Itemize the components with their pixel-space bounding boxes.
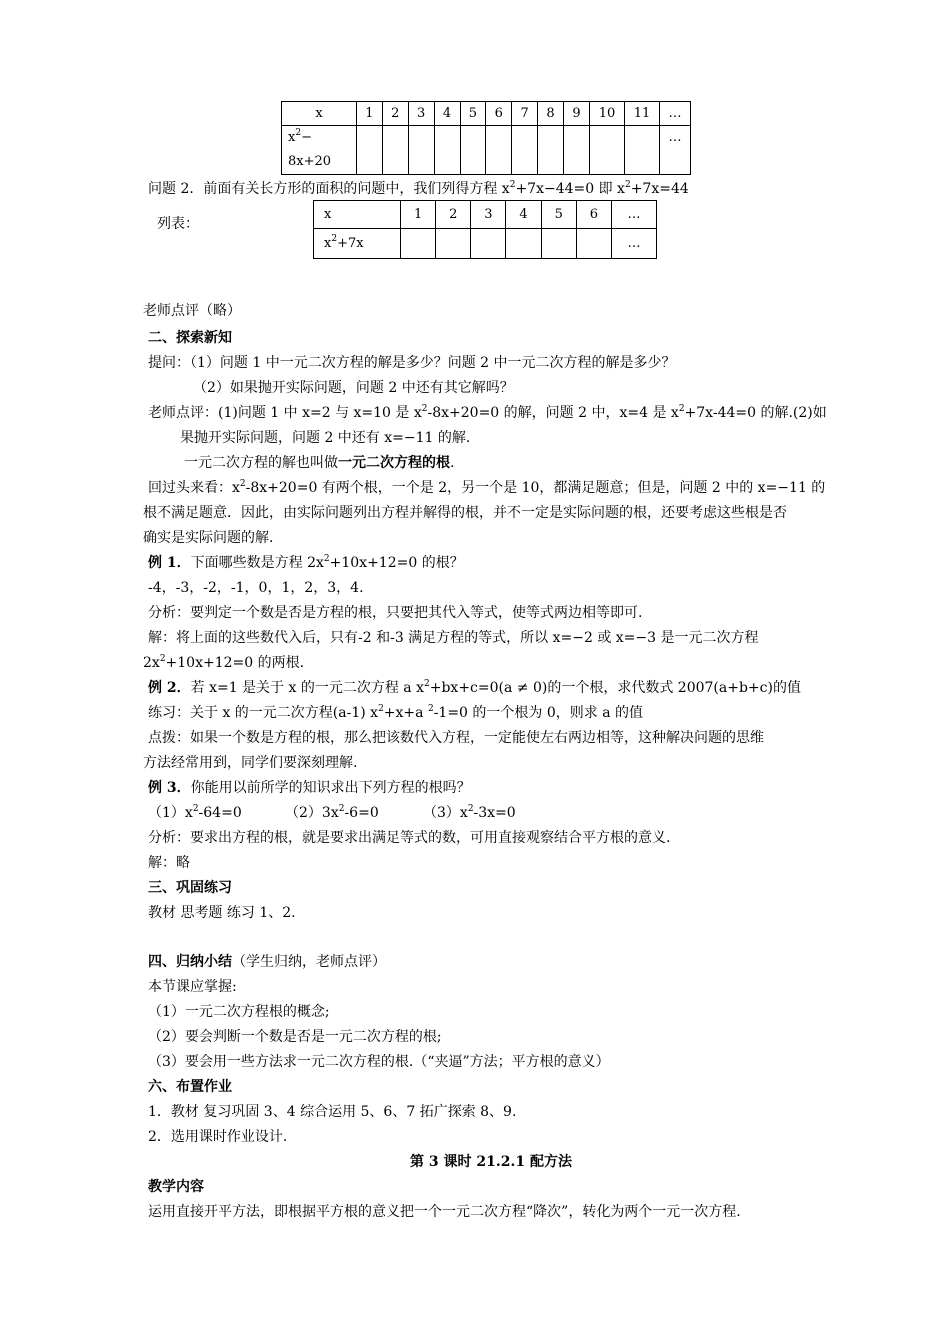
example1-solution1: 解：将上面的这些数代入后，只有-2 和-3 满足方程的等式，所以 x=−2 或 x=−3 是一元二次方程 [148,630,759,646]
example1-question: 例 1．下面哪些数是方程 $2x^2+10x+12=0$ 的根？ [148,554,464,571]
table1-cell: 10 [590,102,625,126]
table2-ellipsis: … [612,229,657,259]
table2-cell: 5 [541,201,576,229]
lesson3-content-text: 运用直接开平方法，即根据平方根的意义把一个一元二次方程“降次”，转化为两个一元一次方程. [148,1204,741,1220]
table1-cell: … [660,102,691,126]
list-label: 列表： [157,216,199,232]
section4-intro: 本节课应掌握: [148,979,237,995]
table2-cell: … [612,201,657,229]
example1-numbers: -4，-3，-2，-1，0，1，2，3，4. [148,580,364,596]
section3-content: 教材 思考题 练习 1、2. [148,905,296,921]
section4-heading: 四、归纳小结 [148,954,232,970]
example3-eq1: $(1)x^2-64=0$ [148,804,242,821]
expr-base: x [288,130,296,145]
example2-label: 例 2． [148,680,191,696]
table2-cell: 2 [436,201,471,229]
example1-label: 例 1． [148,555,191,571]
expr-line2: 8x+20 [288,154,332,169]
example3-eq2: $(2)3x^2-6=0$ [285,804,379,821]
example2-question: 例 2．若 x=1 是关于 x 的一元二次方程 a $x^2+bx+c=0(a \ne 0)$的一个根，求代数式 2007(a+b+c)的值 [148,679,801,696]
table2-header-x: x [314,201,401,229]
section4-item1: （1）一元二次方程根的概念; [148,1004,330,1020]
section6-heading: 六、布置作业 [148,1079,232,1095]
table1-cell: 7 [512,102,538,126]
expr-tail: − [301,130,312,145]
section4-heading-line [148,950,386,974]
table2-cell: 3 [471,201,506,229]
section4-item3: （3）要会用一些方法求一元二次方程的根.（“夹逼”方法；平方根的意义） [148,1054,610,1070]
table-problem2 [313,200,657,259]
comment-line2: 果抛开实际问题，问题 2 中还有 x=−11 的解. [180,430,471,446]
example2-tip1: 点拨：如果一个数是方程的根，那么把该数代入方程，一定能使左右两边相等，这种解决问题的思维 [148,730,764,746]
section6-item1: 1．教材 复习巩固 3、4 综合运用 5、6、7 拓广探索 8、9. [148,1104,517,1120]
question-1: 提问：（1）问题 1 中一元二次方程的解是多少？问题 2 中一元二次方程的解是多少？ [148,355,676,371]
table1-cell: 8 [538,102,564,126]
root-definition: 一元二次方程的解也叫做一元二次方程的根. [184,455,455,471]
example3-label: 例 3． [148,780,191,796]
table1-ellipsis: … [660,126,691,175]
section4-note: （学生归纳，老师点评） [232,954,386,970]
table1-cell: 3 [408,102,434,126]
section3-heading: 三、巩固练习 [148,880,232,896]
table1-header-expr [282,126,357,175]
question-2: （2）如果抛开实际问题，问题 2 中还有其它解吗？ [193,380,514,396]
table2-cell: 6 [576,201,611,229]
example1-solution2: $2x^2+10x+12=0$ 的两根. [143,654,305,671]
expr-sup: 2 [295,128,302,138]
problem2-text: 问题 2．前面有关长方形的面积的问题中，我们列得方程 $x^2+7x-44=0$ 即 $x^2+7x=44$ [148,180,689,197]
example3-analysis: 分析：要求出方程的根，就是要求出满足等式的数，可用直接观察结合平方根的意义. [148,830,671,846]
example3-eq3: $(3)x^2-3x=0$ [423,804,516,821]
root-term: 一元二次方程的根 [338,455,450,471]
look-back-line1: 回过头来看：$x^2-8x+20=0$ 有两个根，一个是 2，另一个是 10，都满足题意；但是，问题 2 中的 x=−11 的 [148,479,826,496]
lesson3-title: 第 3 课时 21.2.1 配方法 [410,1154,572,1170]
table2-cell: 4 [506,201,541,229]
table1-cell: 6 [486,102,512,126]
example3-question: 例 3．你能用以前所学的知识求出下列方程的根吗？ [148,780,471,796]
table2-header-expr: $x^2+7x$ [314,229,401,259]
table1-header-x: x [282,102,357,126]
table-problem1 [281,101,691,175]
table1-cell: 1 [357,102,383,126]
example2-practice: 练习：关于 x 的一元二次方程(a-1) $x^2+x+a$ $^2$-1=0 的一个根为 0，则求 a 的值 [148,704,644,721]
section4-item2: （2）要会判断一个数是否是一元二次方程的根; [148,1029,442,1045]
table1-cell: 2 [382,102,408,126]
table1-cell: 5 [460,102,486,126]
table1-cell: 4 [434,102,460,126]
teacher-comment: 老师点评（略） [143,303,241,319]
section6-item2: 2．选用课时作业设计. [148,1129,288,1145]
section2-heading: 二、探索新知 [148,330,232,346]
look-back-line2: 根不满足题意．因此，由实际问题列出方程并解得的根，并不一定是实际问题的根，还要考虑这些根是否 [143,505,787,521]
comment-line1: 老师点评：(1)问题 1 中 x=2 与 x=10 是 $x^2-8x+20=0$ 的解，问题 2 中，x=4 是 $x^2+7x-44=0$ 的解.(2)如 [148,404,827,421]
look-back-line3: 确实是实际问题的解. [143,530,274,546]
example1-analysis: 分析：要判定一个数是否是方程的根，只要把其代入等式，使等式两边相等即可. [148,605,643,621]
example3-solution: 解：略 [148,855,190,871]
table1-cell: 9 [564,102,590,126]
table1-cell: 11 [625,102,660,126]
example2-tip2: 方法经常用到，同学们要深刻理解. [143,755,358,771]
table2-cell: 1 [401,201,436,229]
lesson3-content-heading: 教学内容 [148,1179,204,1195]
